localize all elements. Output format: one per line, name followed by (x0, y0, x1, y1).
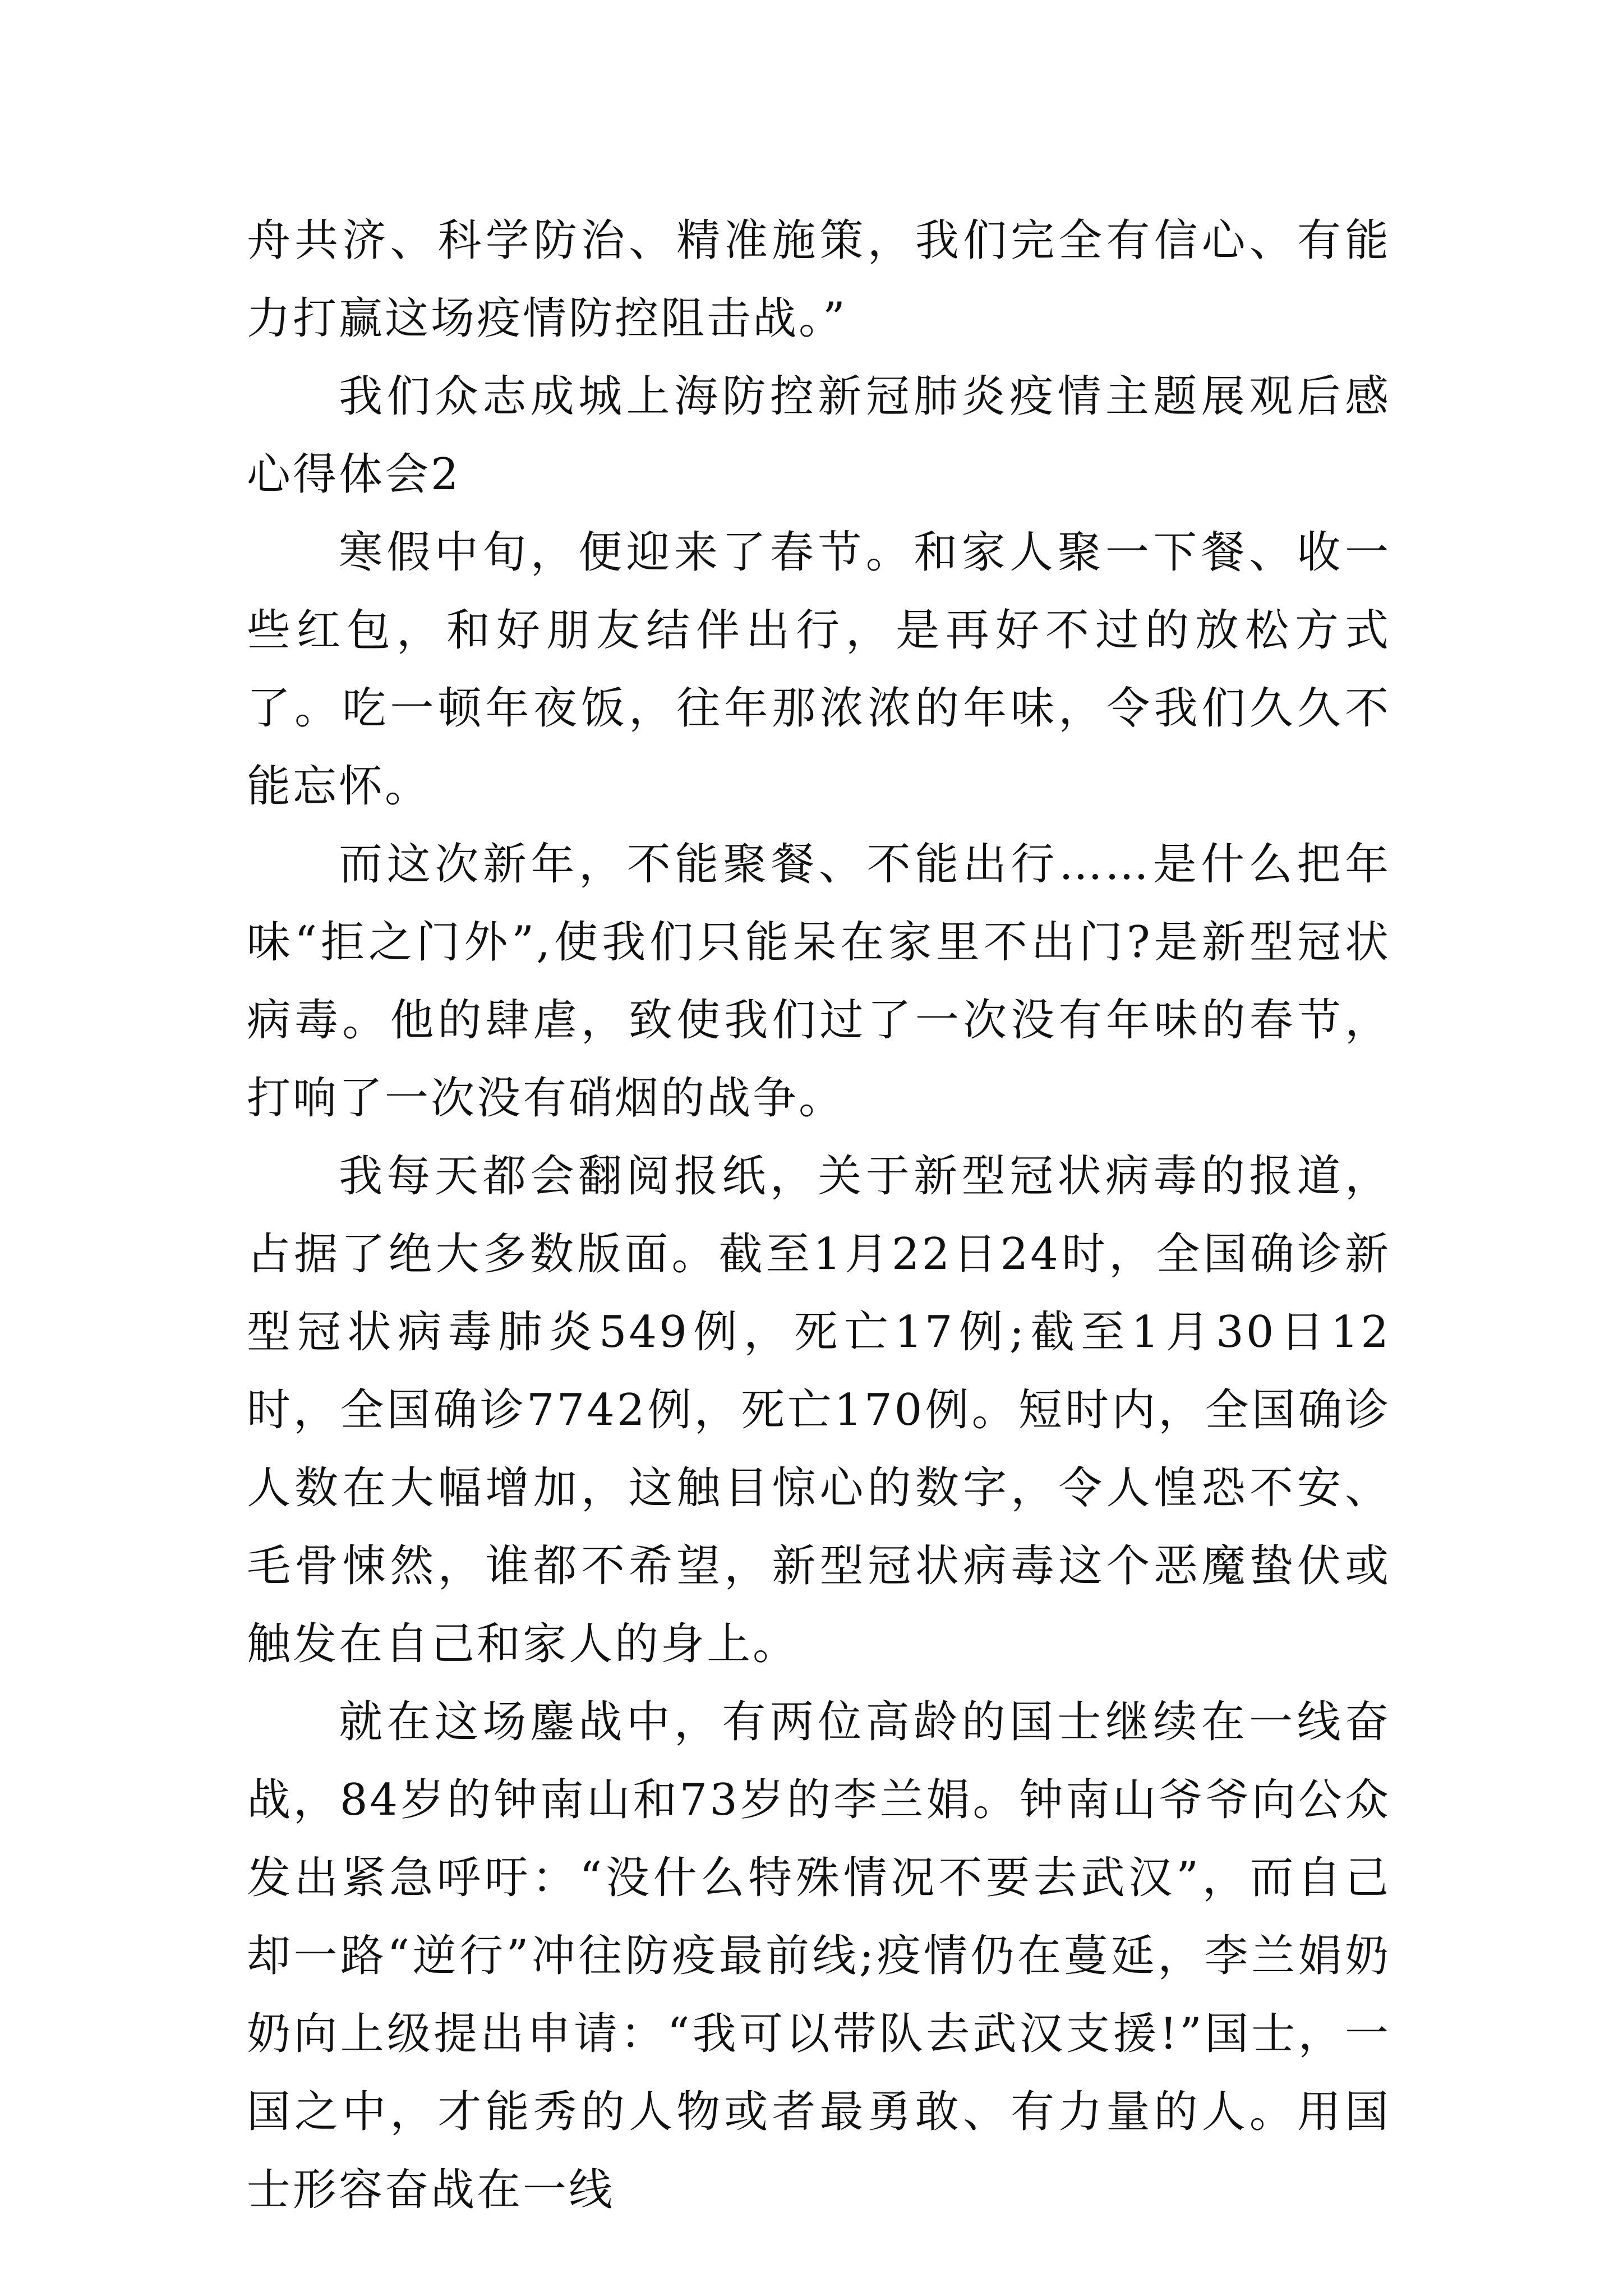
document-body (247, 202, 1391, 2229)
paragraph: 寒假中旬，便迎来了春节。和家人聚一下餐、收一些红包，和好朋友结伴出行，是再好不过的放松方式了。吃一顿年夜饭，往年那浓浓的年味，令我们久久不能忘怀。 (247, 527, 1391, 812)
paragraph-continuation: 舟共济、科学防治、精准施策，我们完全有信心、有能力打赢这场疫情防控阻击战。” (247, 215, 1391, 344)
paragraph: 就在这场鏖战中，有两位高龄的国士继续在一线奋战，84岁的钟南山和73岁的李兰娟。钟南山爷爷向公众发出紧急呼吁：“没什么特殊情况不要去武汉”，而自己却一路“逆行”冲往防疫最前线;疫情仍在蔓延，李兰娟奶奶向上级提出申请：“我可以带队去武汉支援!”国士，一国之中，才能秀的人物或者最勇敢、有力量的人。用国士形容奋战在一线 (247, 1697, 1391, 2215)
paragraph: 我每天都会翻阅报纸，关于新型冠状病毒的报道，占据了绝大多数版面。截至1月22日24时，全国确诊新型冠状病毒肺炎549例，死亡17例;截至1月30日12时，全国确诊7742例，死亡170例。短时内，全国确诊人数在大幅增加，这触目惊心的数字，令人惶恐不安、毛骨悚然，谁都不希望，新型冠状病毒这个恶魔蛰伏或触发在自己和家人的身上。 (247, 1151, 1391, 1669)
paragraph: 而这次新年，不能聚餐、不能出行……是什么把年味“拒之门外”,使我们只能呆在家里不出门?是新型冠状病毒。他的肆虐，致使我们过了一次没有年味的春节，打响了一次没有硝烟的战争。 (247, 839, 1391, 1124)
section-heading: 我们众志成城上海防控新冠肺炎疫情主题展观后感心得体会2 (247, 371, 1391, 500)
